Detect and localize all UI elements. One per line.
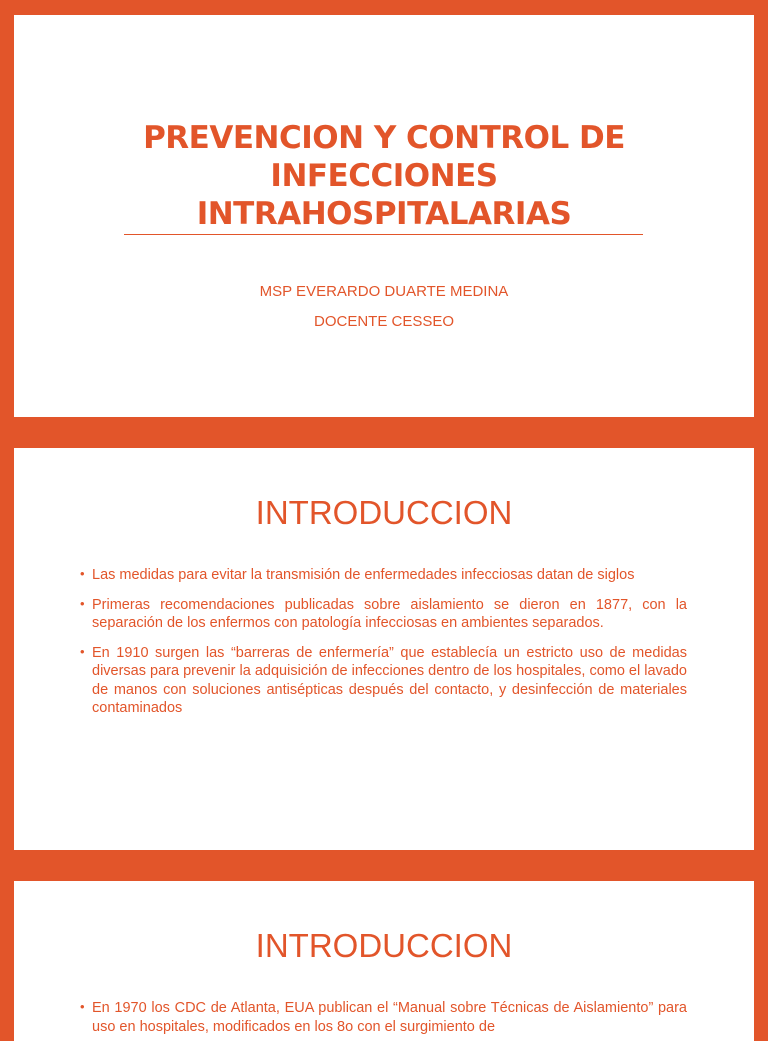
slide-heading: INTRODUCCION (255, 927, 513, 964)
author-role: DOCENTE CESSEO (313, 313, 455, 330)
bullet-icon: • (80, 643, 85, 659)
bullet-item (80, 999, 687, 1036)
bullet-text: En 1970 los CDC de Atlanta, EUA publican el “Manual sobre Técnicas de Aislamiento” para uso en hospitales, modificados en los 8o con el surgimiento de (92, 1000, 687, 1035)
title-line: INTRAHOSPITALARIAS (196, 196, 572, 232)
bullet-icon: • (80, 999, 85, 1014)
bullet-list (80, 999, 687, 1041)
bullet-item (80, 644, 687, 718)
bullet-icon: • (80, 595, 85, 611)
title-slide (14, 15, 754, 417)
presentation-subtitle (74, 277, 694, 337)
bullet-text: Primeras recomendaciones publicadas sobre aislamiento se dieron en 1877, con la separación de los enfermos con patología infecciosas en ambientes separados. (92, 596, 687, 631)
presentation-title (74, 119, 694, 233)
bullet-item (80, 596, 687, 633)
bullet-list (80, 566, 687, 729)
title-line: INFECCIONES (270, 158, 498, 194)
bullet-icon: • (80, 566, 85, 581)
introduction-slide-1 (14, 448, 754, 850)
introduction-slide-2 (14, 881, 754, 1041)
bullet-text: Las medidas para evitar la transmisión de enfermedades infecciosas datan de siglos (92, 567, 635, 583)
slide-heading: INTRODUCCION (255, 494, 513, 531)
title-divider (124, 234, 643, 235)
title-line: PREVENCION Y CONTROL DE (143, 120, 625, 156)
bullet-item (80, 566, 687, 585)
bullet-text: En 1910 surgen las “barreras de enfermería” que establecía un estricto uso de medidas diversas para prevenir la adquisición de infecciones dentro de los hospitales, como el lavado de manos con soluciones antisépticas después del contacto, y desinfección de materiales contaminados (92, 644, 687, 716)
author-name: MSP EVERARDO DUARTE MEDINA (259, 283, 509, 300)
